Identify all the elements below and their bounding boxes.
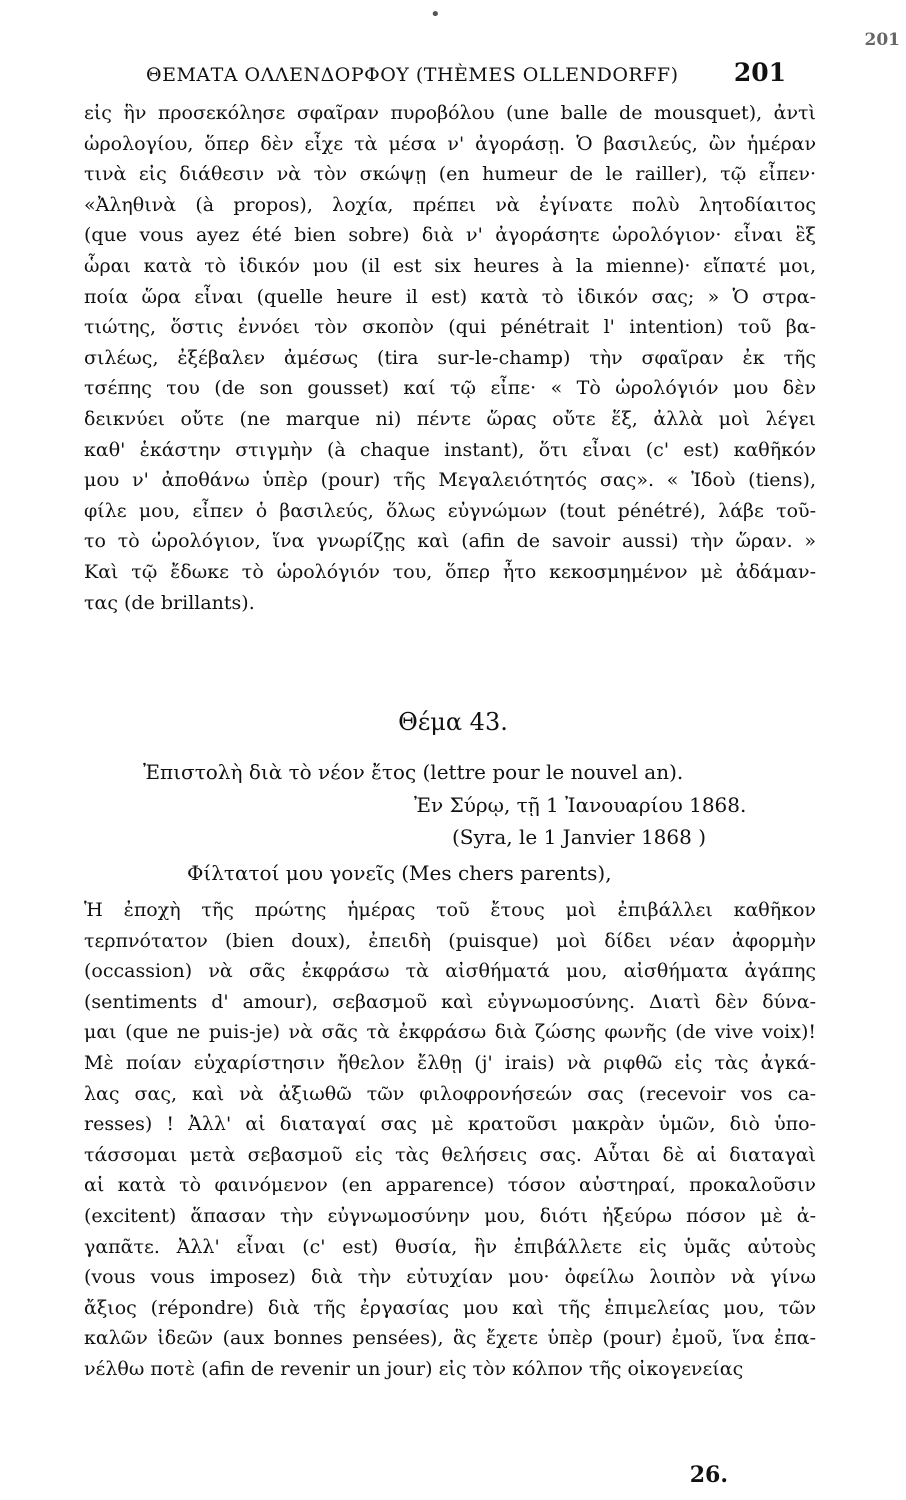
text-line: μου ν' ἀποθάνω ὑπὲρ (pour) τῆς Μεγαλειότητός σας». « Ἰδοὺ (tiens), [84, 469, 816, 492]
text-line: τσέπης του (de son gousset) καί τῷ εἶπε· « Τὸ ὡρολόγιόν μου δὲν [84, 377, 816, 400]
text-line: λας σας, καὶ νὰ ἀξιωθῶ τῶν φιλοφρονήσεών σας (recevoir vos ca- [84, 1082, 816, 1105]
running-title: ΘΕΜΑΤΑ ΟΛΛΕΝΔΟΡΦΟΥ (THÈMES OLLENDORFF) [146, 64, 679, 86]
top-dot-mark: • [430, 4, 441, 25]
text-line: τιώτης, ὅστις ἐννόει τὸν σκοπὸν (qui pénétrait l' intention) τοῦ βα- [84, 316, 816, 339]
text-line: (occassion) νὰ σᾶς ἐκφράσω τὰ αἰσθήματά μου, αἰσθήματα ἀγάπης [84, 960, 816, 983]
text-line: Ἡ ἐποχὴ τῆς πρώτης ἡμέρας τοῦ ἔτους μοὶ ἐπιβάλλει καθῆκον [84, 899, 816, 921]
corner-bleed-page-number: 201 [864, 30, 900, 50]
text-line: τινὰ εἰς διάθεσιν νὰ τὸν σκώψῃ (en humeur de le railler), τῷ εἶπεν· [84, 163, 816, 186]
text-line: Μὲ ποίαν εὐχαρίστησιν ἤθελον ἔλθῃ (j' irais) νὰ ριφθῶ εἰς τὰς ἀγκά- [84, 1051, 816, 1074]
page-number: 201 [733, 58, 786, 87]
text-line: σιλέως, ἐξέβαλεν ἀμέσως (tira sur-le-champ) τὴν σφαῖραν ἐκ τῆς [84, 346, 816, 369]
text-line: (excitent) ἅπασαν τὴν εὐγνωμοσύνην μου, διότι ἠξεύρω πόσον μὲ ἀ- [84, 1204, 816, 1227]
text-line: το τὸ ὡρολόγιον, ἵνα γνωρίζῃς καὶ (afin de savoir aussi) τὴν ὥραν. » [84, 530, 816, 553]
text-line: ποία ὥρα εἶναι (quelle heure il est) κατὰ τὸ ἰδικόν σας; » Ὁ στρα- [84, 285, 816, 308]
paragraph-letter-body [84, 895, 816, 1385]
text-line: τάσσομαι μετὰ σεβασμοῦ εἰς τὰς θελήσεις σας. Αὗται δὲ αἱ διαταγαὶ [84, 1143, 816, 1166]
text-line: ὧραι κατὰ τὸ ἰδικόν μου (il est six heures à la mienne)· εἴπατέ μοι, [84, 254, 816, 277]
text-line: εἰς ἣν προσεκόλησε σφαῖραν πυροβόλου (une balle de mousquet), ἀντὶ [84, 102, 816, 124]
letter-place-date: Ἐν Σύρῳ, τῇ 1 Ἰανουαρίου 1868. [414, 793, 747, 817]
running-head [146, 58, 786, 87]
text-line: μαι (que ne puis-je) νὰ σᾶς τὰ ἐκφράσω διὰ ζώσης φωνῆς (de vive voix)! [84, 1021, 816, 1044]
text-line: νέλθω ποτὲ (afin de revenir un jour) εἰς τὸν κόλπον τῆς οἰκογενείας [84, 1357, 744, 1380]
letter-salutation: Φίλτατοί μου γονεῖς (Mes chers parents), [187, 861, 612, 885]
text-line: γαπᾶτε. Ἀλλ' εἶναι (c' est) θυσία, ἣν ἐπιβάλλετε εἰς ὑμᾶς αὐτοὺς [84, 1235, 816, 1258]
text-line: αἱ κατὰ τὸ φαινόμενον (en apparence) τόσον αὐστηραί, προκαλοῦσιν [84, 1174, 816, 1197]
text-line: τας (de brillants). [84, 591, 255, 614]
text-line: φίλε μου, εἶπεν ὁ βασιλεύς, ὅλως εὐγνώμων (tout pénétré), λάβε τοῦ- [84, 499, 816, 522]
text-line: (que vous ayez été bien sobre) διὰ ν' ἀγοράσητε ὡρολόγιον· εἶναι ἓξ [84, 224, 816, 247]
text-line: καλῶν ἰδεῶν (aux bonnes pensées), ἃς ἔχετε ὑπὲρ (pour) ἐμοῦ, ἵνα ἐπα- [84, 1327, 816, 1350]
letter-place-date-french: (Syra, le 1 Janvier 1868 ) [452, 825, 707, 849]
text-line: (vous vous imposez) διὰ τὴν εὐτυχίαν μου· ὀφείλω λοιπὸν νὰ γίνω [84, 1266, 816, 1289]
text-line: «Ἀληθινὰ (à propos), λοχία, πρέπει νὰ ἐγίνατε πολὺ λητοδίαιτος [84, 193, 816, 216]
text-line: (sentiments d' amour), σεβασμοῦ καὶ εὐγνωμοσύνης. Διατὶ δὲν δύνα- [84, 990, 816, 1013]
text-line: ἄξιος (répondre) διὰ τῆς ἐργασίας μου καὶ τῆς ἐπιμελείας μου, τῶν [84, 1296, 816, 1319]
text-line: Καὶ τῷ ἔδωκε τὸ ὡρολόγιόν του, ὅπερ ἦτο κεκοσμημένον μὲ ἀδάμαν- [84, 560, 816, 583]
text-line: ὡρολογίου, ὅπερ δὲν εἶχε τὰ μέσα ν' ἀγοράσῃ. Ὁ βασιλεύς, ὢν ἡμέραν [84, 132, 816, 155]
text-line: resses) ! Ἀλλ' αἱ διαταγαί σας μὲ κρατοῦσι μακρὰν ὑμῶν, διὸ ὑπο- [84, 1113, 816, 1136]
theme-heading: Θέμα 43. [398, 708, 508, 736]
text-line: τερπνότατον (bien doux), ἐπειδὴ (puisque) μοὶ δίδει νέαν ἀφορμὴν [84, 929, 816, 952]
text-line: δεικνύει οὔτε (ne marque ni) πέντε ὥρας οὔτε ἕξ, ἀλλὰ μοὶ λέγει [84, 407, 816, 430]
letter-subtitle: Ἐπιστολὴ διὰ τὸ νέον ἔτος (lettre pour le nouvel an). [143, 760, 684, 784]
paragraph-story-ending [84, 98, 816, 618]
signature-mark: 26. [689, 1462, 728, 1488]
text-line: καθ' ἑκάστην στιγμὴν (à chaque instant), ὅτι εἶναι (c' est) καθῆκόν [84, 438, 816, 461]
